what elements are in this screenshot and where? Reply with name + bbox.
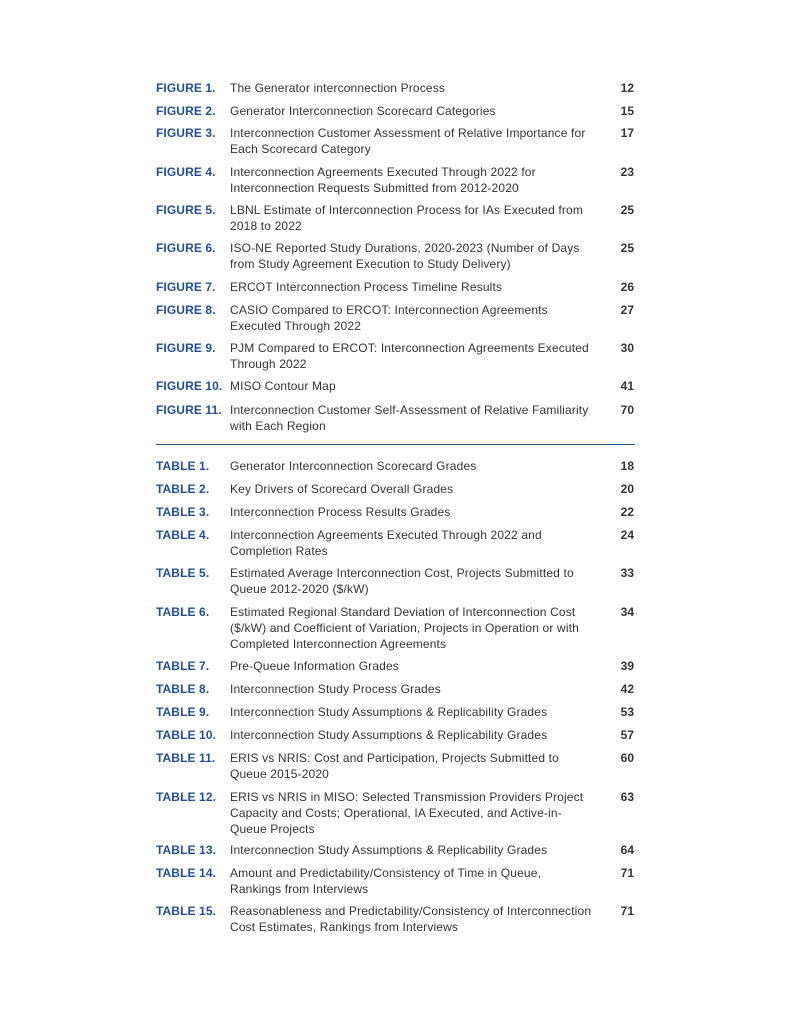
entry-label: FIGURE 7. [156,280,216,294]
entry-page: 20 [620,482,634,496]
entry-label: FIGURE 4. [156,165,216,179]
entry-title: Estimated Average Interconnection Cost, Projects Submitted to Queue 2012-2020 ($/kW) [230,566,574,596]
entry-title: Interconnection Study Process Grades [230,682,441,696]
entry-label: FIGURE 3. [156,126,216,140]
entry-label: TABLE 10. [156,728,217,742]
figure-entry[interactable] [156,402,635,436]
entry-page: 63 [620,790,634,804]
table-entry[interactable] [156,458,635,481]
entry-page: 70 [620,403,634,417]
figure-entry[interactable] [156,340,635,378]
entry-label: TABLE 6. [156,605,210,619]
entry-label: TABLE 5. [156,566,210,580]
entry-title: The Generator interconnection Process [230,81,445,95]
entry-label: TABLE 15. [156,904,217,918]
table-entry[interactable] [156,504,635,527]
entry-page: 23 [620,165,634,179]
table-entry[interactable] [156,865,635,903]
entry-label: TABLE 7. [156,659,210,673]
entry-page: 30 [620,341,634,355]
figure-entry[interactable] [156,164,635,202]
figure-entry[interactable] [156,103,635,125]
entry-page: 41 [620,379,634,393]
entry-title: Pre-Queue Information Grades [230,659,399,673]
table-entry[interactable] [156,527,635,565]
entry-page: 12 [620,81,634,95]
table-entry[interactable] [156,903,635,939]
entry-label: TABLE 3. [156,505,210,519]
entry-title: ERIS vs NRIS: Cost and Participation, Projects Submitted to Queue 2015-2020 [230,751,559,781]
entry-page: 24 [620,528,634,542]
entry-page: 15 [620,104,634,118]
figure-entry[interactable] [156,279,635,302]
entry-page: 71 [620,904,634,918]
figure-entry[interactable] [156,202,635,240]
entry-page: 27 [620,303,634,317]
entry-label: TABLE 13. [156,843,217,857]
table-entry[interactable] [156,750,635,789]
entry-page: 57 [620,728,634,742]
entry-title: ISO-NE Reported Study Durations, 2020-2023 (Number of Days from Study Agreement Execution to Study Delivery) [230,241,580,271]
entry-label: TABLE 9. [156,705,210,719]
entry-title: Estimated Regional Standard Deviation of Interconnection Cost ($/kW) and Coefficient of Variation, Projects in Operation or with Completed Interconnection Agreements [230,605,579,651]
entry-page: 42 [620,682,634,696]
table-entry[interactable] [156,789,635,842]
entry-title: Interconnection Study Assumptions & Replicability Grades [230,705,548,719]
entry-page: 26 [620,280,634,294]
entry-title: Interconnection Agreements Executed Through 2022 and Completion Rates [230,528,542,558]
entry-title: Generator Interconnection Scorecard Grades [230,459,477,473]
figure-list [156,80,635,436]
entry-title: Interconnection Process Results Grades [230,505,451,519]
entry-page: 53 [620,705,634,719]
table-entry[interactable] [156,704,635,727]
entry-label: FIGURE 8. [156,303,216,317]
section-divider [156,444,635,445]
entry-page: 18 [620,459,634,473]
entry-title: Interconnection Agreements Executed Through 2022 for Interconnection Requests Submitted from 2012-2020 [230,165,536,195]
entry-page: 17 [620,126,634,140]
table-entry[interactable] [156,842,635,865]
table-entry[interactable] [156,604,635,658]
entry-title: LBNL Estimate of Interconnection Process for IAs Executed from 2018 to 2022 [230,203,584,233]
entry-page: 34 [620,605,634,619]
table-entry[interactable] [156,727,635,750]
entry-title: Reasonableness and Predictability/Consistency of Interconnection Cost Estimates, Rankings from Interviews [230,904,592,934]
entry-page: 25 [620,241,634,255]
entry-label: FIGURE 9. [156,341,216,355]
entry-title: Generator Interconnection Scorecard Categories [230,104,496,118]
table-entry[interactable] [156,481,635,504]
entry-label: TABLE 12. [156,790,217,804]
figure-entry[interactable] [156,125,635,164]
figure-entry[interactable] [156,378,635,402]
entry-title: MISO Contour Map [230,379,336,393]
entry-page: 22 [620,505,634,519]
figure-entry[interactable] [156,80,635,103]
entry-page: 39 [620,659,634,673]
entry-label: TABLE 11. [156,751,216,765]
entry-label: TABLE 14. [156,866,217,880]
table-entry[interactable] [156,565,635,604]
table-list [156,458,635,939]
entry-label: TABLE 1. [156,459,210,473]
entry-label: FIGURE 11. [156,403,222,417]
entry-label: TABLE 4. [156,528,210,542]
entry-label: TABLE 8. [156,682,210,696]
entry-page: 71 [620,866,634,880]
entry-label: TABLE 2. [156,482,210,496]
entry-label: FIGURE 2. [156,104,216,118]
entry-page: 33 [620,566,634,580]
entry-page: 64 [620,843,634,857]
entry-title: Interconnection Customer Assessment of Relative Importance for Each Scorecard Category [230,126,586,156]
entry-title: ERCOT Interconnection Process Timeline Results [230,280,503,294]
entry-title: Interconnection Study Assumptions & Replicability Grades [230,728,548,742]
table-entry[interactable] [156,658,635,681]
entry-page: 25 [620,203,634,217]
entry-label: FIGURE 5. [156,203,216,217]
figure-entry[interactable] [156,240,635,279]
entry-title: CASIO Compared to ERCOT: Interconnection Agreements Executed Through 2022 [230,303,548,333]
entry-label: FIGURE 6. [156,241,216,255]
entry-title: PJM Compared to ERCOT: Interconnection Agreements Executed Through 2022 [230,341,589,371]
entry-page: 60 [620,751,634,765]
entry-title: Key Drivers of Scorecard Overall Grades [230,482,454,496]
table-entry[interactable] [156,681,635,704]
entry-title: Amount and Predictability/Consistency of Time in Queue, Rankings from Interviews [230,866,542,896]
entry-title: Interconnection Customer Self-Assessment of Relative Familiarity with Each Region [230,403,589,433]
entry-title: Interconnection Study Assumptions & Replicability Grades [230,843,548,857]
entry-label: FIGURE 10. [156,379,223,393]
entry-title: ERIS vs NRIS in MISO: Selected Transmission Providers Project Capacity and Costs; Operational, IA Executed, and Active-in-Queue Projects [230,790,584,836]
entry-label: FIGURE 1. [156,81,216,95]
figure-entry[interactable] [156,302,635,340]
